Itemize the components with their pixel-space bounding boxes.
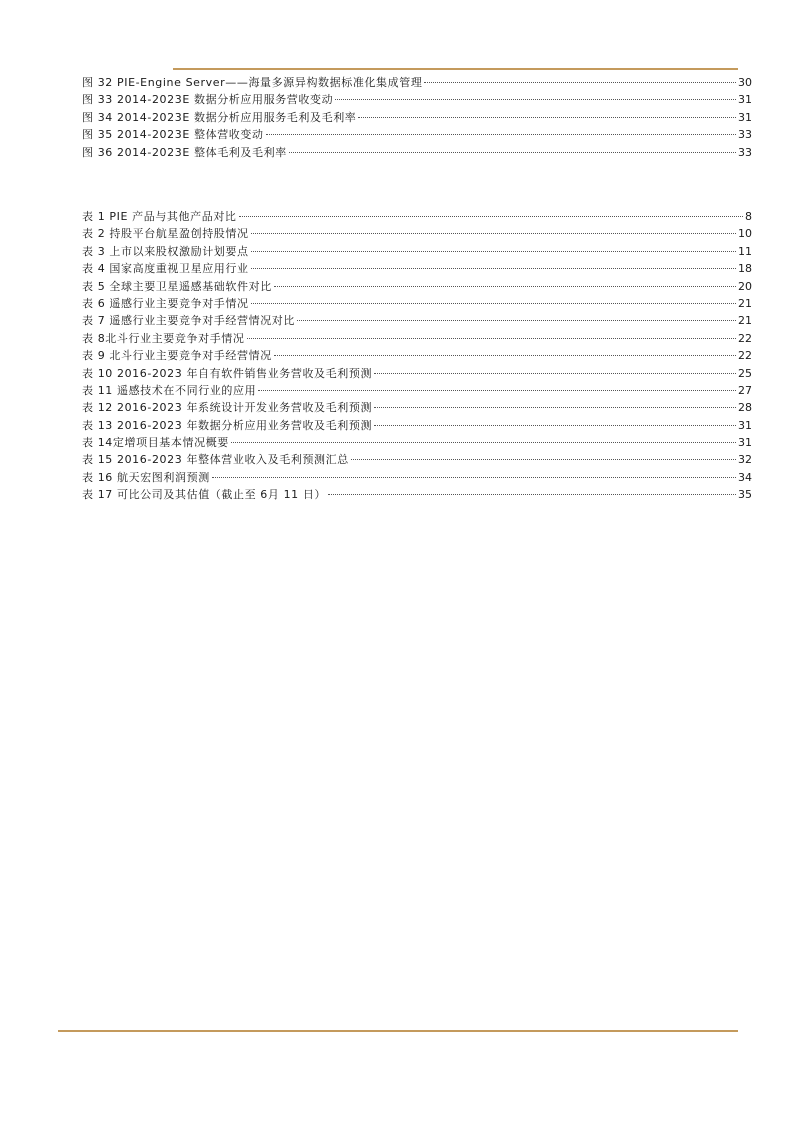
page-number: 18 <box>738 262 752 276</box>
dot-leader <box>374 373 736 374</box>
entry-title: 表 16 航天宏图利润预测 <box>82 470 210 484</box>
toc-entry-table-8[interactable] <box>82 330 752 347</box>
page-number: 25 <box>738 366 752 380</box>
dot-leader <box>351 459 736 460</box>
dot-leader <box>374 425 736 426</box>
entry-title: 图 34 2014-2023E 数据分析应用服务毛利及毛利率 <box>82 110 357 124</box>
toc-entry-table-15[interactable] <box>82 451 752 468</box>
toc-entry-table-3[interactable] <box>82 243 752 260</box>
page-number: 8 <box>745 210 752 223</box>
dot-leader <box>297 320 736 321</box>
toc-entry-figure-32[interactable] <box>82 74 752 91</box>
dot-leader <box>258 390 736 391</box>
dot-leader <box>274 286 736 287</box>
entry-title: 图 35 2014-2023E 整体营收变动 <box>82 128 264 142</box>
entry-title: 表 1 PIE 产品与其他产品对比 <box>82 210 237 223</box>
page-number: 11 <box>738 244 752 258</box>
entry-title: 图 36 2014-2023E 整体毛利及毛利率 <box>82 145 287 159</box>
page-number: 21 <box>738 296 752 310</box>
dot-leader <box>247 338 737 339</box>
toc-entry-figure-35[interactable] <box>82 126 752 143</box>
dot-leader <box>358 117 736 118</box>
toc-entry-table-2[interactable] <box>82 225 752 242</box>
toc-entry-table-7[interactable] <box>82 312 752 329</box>
entry-title: 表 14定增项目基本情况概要 <box>82 436 229 450</box>
page-number: 33 <box>738 145 752 159</box>
header-rule <box>173 68 738 70</box>
entry-title: 表 10 2016-2023 年自有软件销售业务营收及毛利预测 <box>82 366 373 380</box>
page-number: 34 <box>738 470 752 484</box>
entry-title: 表 12 2016-2023 年系统设计开发业务营收及毛利预测 <box>82 401 373 415</box>
page-number: 22 <box>738 331 752 345</box>
toc-entry-table-17[interactable] <box>82 486 752 503</box>
dot-leader <box>231 442 736 443</box>
page-number: 28 <box>738 401 752 415</box>
table-list <box>82 208 752 504</box>
page-number: 33 <box>738 128 752 142</box>
entry-title: 表 6 遥感行业主要竞争对手情况 <box>82 296 249 310</box>
toc-entry-figure-36[interactable] <box>82 144 752 161</box>
toc-entry-figure-34[interactable] <box>82 109 752 126</box>
dot-leader <box>335 99 736 100</box>
page-number: 10 <box>738 227 752 241</box>
footer-rule <box>58 1030 738 1032</box>
entry-title: 表 13 2016-2023 年数据分析应用业务营收及毛利预测 <box>82 418 373 432</box>
toc-entry-table-4[interactable] <box>82 260 752 277</box>
toc-entry-table-5[interactable] <box>82 278 752 295</box>
entry-title: 表 3 上市以来股权激励计划要点 <box>82 244 249 258</box>
toc-entry-table-10[interactable] <box>82 365 752 382</box>
dot-leader <box>424 82 736 83</box>
page-number: 32 <box>738 453 752 467</box>
toc-entry-table-9[interactable] <box>82 347 752 364</box>
page-number: 27 <box>738 383 752 397</box>
entry-title: 表 7 遥感行业主要竞争对手经营情况对比 <box>82 314 295 328</box>
dot-leader <box>239 216 743 217</box>
toc-entry-table-14[interactable] <box>82 434 752 451</box>
dot-leader <box>251 303 736 304</box>
entry-title: 表 8北斗行业主要竞争对手情况 <box>82 331 245 345</box>
page-number: 30 <box>738 76 752 89</box>
entry-title: 表 5 全球主要卫星遥感基础软件对比 <box>82 279 272 293</box>
page-number: 31 <box>738 110 752 124</box>
page-number: 35 <box>738 488 752 502</box>
entry-title: 图 33 2014-2023E 数据分析应用服务营收变动 <box>82 93 334 107</box>
toc-entry-table-13[interactable] <box>82 417 752 434</box>
page-number: 31 <box>738 436 752 450</box>
entry-title: 表 15 2016-2023 年整体营业收入及毛利预测汇总 <box>82 453 349 467</box>
dot-leader <box>374 407 736 408</box>
dot-leader <box>251 268 736 269</box>
figure-list <box>82 74 752 161</box>
dot-leader <box>251 233 736 234</box>
entry-title: 表 2 持股平台航星盈创持股情况 <box>82 227 249 241</box>
page-number: 20 <box>738 279 752 293</box>
dot-leader <box>266 134 736 135</box>
dot-leader <box>274 355 736 356</box>
toc-entry-table-11[interactable] <box>82 382 752 399</box>
toc-entry-table-16[interactable] <box>82 469 752 486</box>
dot-leader <box>212 477 736 478</box>
toc-entry-figure-33[interactable] <box>82 91 752 108</box>
entry-title: 表 11 遥感技术在不同行业的应用 <box>82 383 257 397</box>
entry-title: 表 9 北斗行业主要竞争对手经营情况 <box>82 349 272 363</box>
dot-leader <box>328 494 736 495</box>
dot-leader <box>251 251 736 252</box>
toc-entry-table-1[interactable] <box>82 208 752 225</box>
dot-leader <box>289 152 736 153</box>
page-number: 31 <box>738 418 752 432</box>
page-number: 21 <box>738 314 752 328</box>
entry-title: 表 4 国家高度重视卫星应用行业 <box>82 262 249 276</box>
page-number: 31 <box>738 93 752 107</box>
toc-entry-table-6[interactable] <box>82 295 752 312</box>
entry-title: 表 17 可比公司及其估值（截止至 6月 11 日） <box>82 488 327 502</box>
toc-entry-table-12[interactable] <box>82 399 752 416</box>
page-number: 22 <box>738 349 752 363</box>
entry-title: 图 32 PIE-Engine Server——海量多源异构数据标准化集成管理 <box>82 76 423 89</box>
